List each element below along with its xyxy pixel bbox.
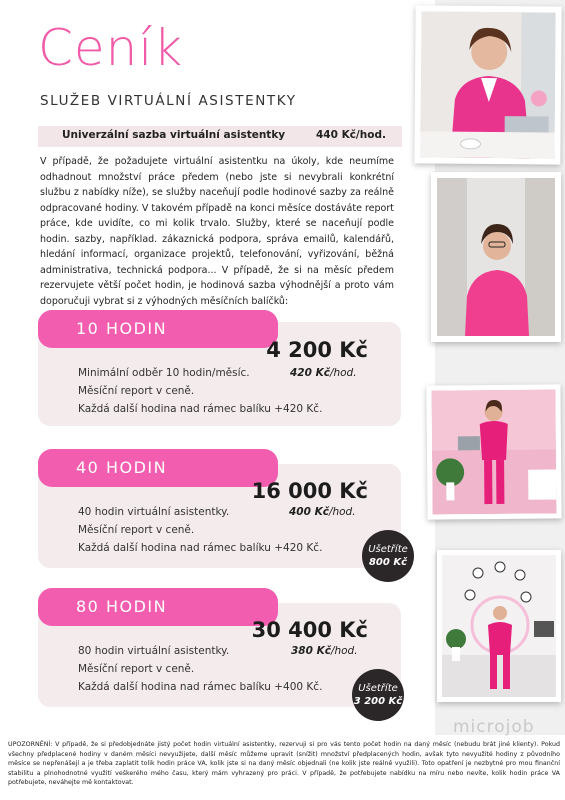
photo-woman-juggling-clocks: [437, 550, 561, 702]
package-tab-10: 10 HODIN: [38, 310, 278, 348]
page-title: Ceník: [38, 19, 184, 77]
package-line: 80 hodin virtuální asistentky.: [78, 645, 230, 657]
watermark: microjob: [453, 717, 535, 737]
package-tab-40: 40 HODIN: [38, 449, 278, 487]
intro-paragraph: V případě, že požadujete virtuální asistentku na úkoly, kde neumíme odhadnout množství práce předem (nebo jste si nevybrali konkrétní službu z nabídky níže), se služby naceňují podle hodinové sazby za reálně odpracované hodiny. V takovém případě na konci měsíce dostáváte report práce, kde uvidíte, co mi kolik trvalo. Služby, které se naceňují podle hodin. sazby, například. zákaznická podpora, správa emailů, kalendářů, hledání informací, organizace projektů, telefonování, vyřizování, běžná administrativa, technická podpora... V případě, že si na měsíc předem rezervujete větší počet hodin, je hodinová sazba výhodnější a proto vám doporučuji vybrat si z výhodných měsíčních balíčků:: [40, 156, 394, 307]
package-tab-80: 80 HODIN: [38, 588, 278, 626]
rate-price: 440 Kč/hod.: [316, 129, 386, 141]
package-line: Každá další hodina nad rámec balíku +420 Kč.: [78, 403, 323, 415]
package-line: 40 hodin virtuální asistentky.: [78, 506, 230, 518]
package-price: 30 400 Kč: [251, 618, 368, 642]
photo-woman-laptop: [414, 5, 561, 164]
page-subtitle: SLUŽEB VIRTUÁLNÍ ASISTENTKY: [40, 93, 297, 109]
package-price: 16 000 Kč: [251, 479, 368, 503]
savings-badge: Ušetříte 800 Kč: [362, 530, 414, 582]
rate-label: Univerzální sazba virtuální asistentky: [62, 129, 286, 141]
package-price: 4 200 Kč: [266, 338, 368, 362]
savings-badge: Ušetříte 3 200 Kč: [352, 669, 404, 721]
photo-woman-standing: [431, 172, 561, 342]
package-line: Měsíční report v ceně.: [78, 385, 195, 397]
package-hourly-rate: 420 Kč/hod.: [290, 367, 357, 379]
photo-woman-phone: [426, 384, 561, 519]
package-hourly-rate: 380 Kč/hod.: [291, 645, 358, 657]
package-line: Minimální odběr 10 hodin/měsíc.: [78, 367, 250, 379]
package-line: Každá další hodina nad rámec balíku +400 Kč.: [78, 681, 323, 693]
package-line: Měsíční report v ceně.: [78, 663, 195, 675]
package-line: Každá další hodina nad rámec balíku +420 Kč.: [78, 542, 323, 554]
footer-notice: UPOZORNĚNÍ: V případě, že si předobjednáte jistý počet hodin virtuální asistentky, rezervuji si pro vás tento počet hodin na daný měsíc (nebudu brát jiné klienty). Pokud všechny předplacené hodiny v daném měsíci nevyužijete, další měsíc můžeme upravit (snížit) množství předplacených hodin, avšak tyto nevyužité hodiny z původního měsíce se nepřenášejí a je třeba zaplatit tolik hodin práce VA, kolik jste si na daný měsíc objednali (ne kolik jste reálně využili). Toto opatření je nezbytné pro mou finanční stabilitu a plnohodnotné využití veškerého mého času, který mám vyhrazený pro práci. V případě, že potřebujete nabídku na míru nebo nevíte, kolik hodin práce VA potřebujete, neváhejte mě kontaktovat.: [8, 741, 560, 787]
package-hourly-rate: 400 Kč/hod.: [289, 506, 356, 518]
package-line: Měsíční report v ceně.: [78, 524, 195, 536]
